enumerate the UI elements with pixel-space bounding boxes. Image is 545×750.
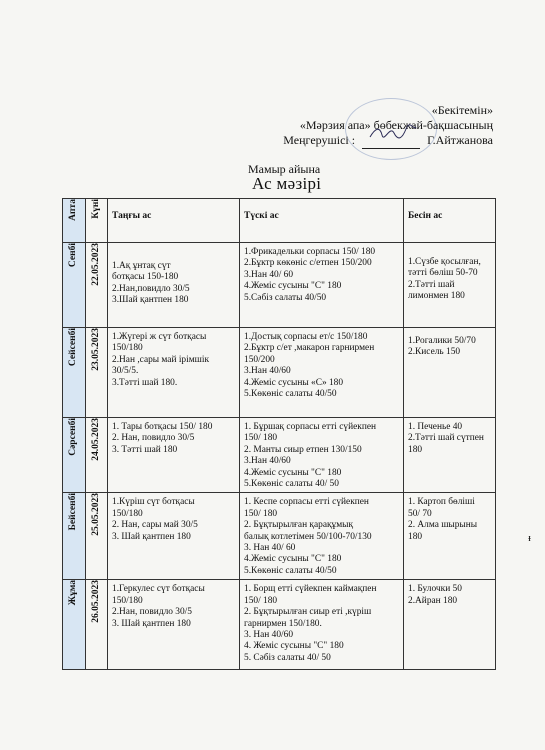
breakfast-cell: 1.Күріш сүт ботқасы 150/180 2. Нан, сары май 30/5 3. Шай қантпен 180	[108, 493, 240, 580]
snack-cell: 1.Сүзбе қосылған, тәтті бөліш 50-70 2.Тәтті шай лимонмен 180	[404, 243, 496, 328]
date-cell: 24.05.2023	[86, 418, 108, 493]
date-cell: 23.05.2023	[86, 328, 108, 418]
lunch-cell: 1. Борщ етті сүйекпен каймақпен 150/ 180 2. Бұқтырылған сиыр еті ,күріш гарнирмен 150/180. 3. Нан 40/60 4. Жеміс сусыны "С" 180 5. Сәбіз салаты 40/ 50	[240, 580, 404, 670]
signature-line	[362, 133, 420, 149]
breakfast-cell: 1. Тары ботқасы 150/ 180 2. Нан, повидло 30/5 3. Тәтті шай 180	[108, 418, 240, 493]
table-row	[63, 418, 496, 493]
breakfast-cell: 1.Жүгері ж сүт ботқасы 150/180 2.Нан ,сары май ірімшік 30/5/5. 3.Тәтті шай 180.	[108, 328, 240, 418]
header-lunch: Түскі ас	[240, 199, 404, 243]
lunch-cell: 1.Достық сорпасы ет/с 150/180 2.Бұктр с/ет ,макарон гарнирмен 150/200 3.Нан 40/60 4.Жеміс сусыны «С» 180 5.Көкөніс салаты 40/50	[240, 328, 404, 418]
page-title: Ас мәзірі	[252, 174, 322, 193]
page-mark: ᵻ	[528, 532, 532, 544]
weekday-cell: Сенбі	[63, 243, 86, 328]
breakfast-cell: 1.Геркулес сүт ботқасы 150/180 2.Нан, повидло 30/5 3. Шай қантпен 180	[108, 580, 240, 670]
signature-icon	[368, 123, 418, 141]
header-day: Күні	[86, 199, 108, 243]
lunch-cell: 1.Фрикадельки сорпасы 150/ 180 2.Бұктр көкөніс с/етпен 150/200 3.Нан 40/ 60 4.Жеміс сусыны "С" 180 5.Сәбіз салаты 40/50	[240, 243, 404, 328]
snack-cell: 1. Булочки 50 2.Айран 180	[404, 580, 496, 670]
approval-director-name: Г.Айтжанова	[427, 133, 493, 147]
weekday-cell: Жұма	[63, 580, 86, 670]
approval-block	[283, 103, 493, 149]
header-row	[63, 199, 496, 243]
header-week: Апта	[63, 199, 86, 243]
table-row	[63, 580, 496, 670]
snack-cell: 1. Картоп бөліші 50/ 70 2. Алма шырыны 180	[404, 493, 496, 580]
approval-line-3	[283, 133, 493, 149]
table-row	[63, 493, 496, 580]
approval-line-2: «Мәрзия апа» бөбекжай-бақшасының	[299, 118, 493, 132]
header-breakfast: Таңғы ас	[108, 199, 240, 243]
weekday-cell: Сәрсенбі	[63, 418, 86, 493]
header-snack: Бесін ас	[404, 199, 496, 243]
month-line: Мамыр айына	[248, 162, 321, 176]
menu-table	[62, 198, 496, 670]
approval-director-label: Меңгерушісі :	[283, 133, 356, 147]
date-cell: 26.05.2023	[86, 580, 108, 670]
approval-line-1: «Бекітемін»	[431, 103, 493, 117]
snack-cell: 1. Печенье 40 2.Тәтті шай сүтпен 180	[404, 418, 496, 493]
date-cell: 22.05.2023	[86, 243, 108, 328]
date-cell: 25.05.2023	[86, 493, 108, 580]
weekday-cell: Сейсенбі	[63, 328, 86, 418]
lunch-cell: 1. Бұршақ сорпасы етті сүйекпен 150/ 180 2. Манты сиыр етпен 130/150 3.Нан 40/60 4.Жеміс сусыны "С" 180 5.Көкөніс салаты 40/ 50	[240, 418, 404, 493]
weekday-cell: Бейсенбі	[63, 493, 86, 580]
table-row	[63, 328, 496, 418]
lunch-cell: 1. Кеспе сорпасы етті сүйекпен 150/ 180 2. Бұқтырылған қарақұмық балық котлетімен 50/100-70/130 3. Нан 40/ 60 4.Жеміс сусыны "С" 180 5.Көкөніс салаты 40/50	[240, 493, 404, 580]
snack-cell: 1.Рогалики 50/70 2.Кисель 150	[404, 328, 496, 418]
breakfast-cell: 1.Ақ ұнтақ сүт ботқасы 150-180 2.Нан,повидло 30/5 3.Шай қантпен 180	[108, 243, 240, 328]
table-row	[63, 243, 496, 328]
